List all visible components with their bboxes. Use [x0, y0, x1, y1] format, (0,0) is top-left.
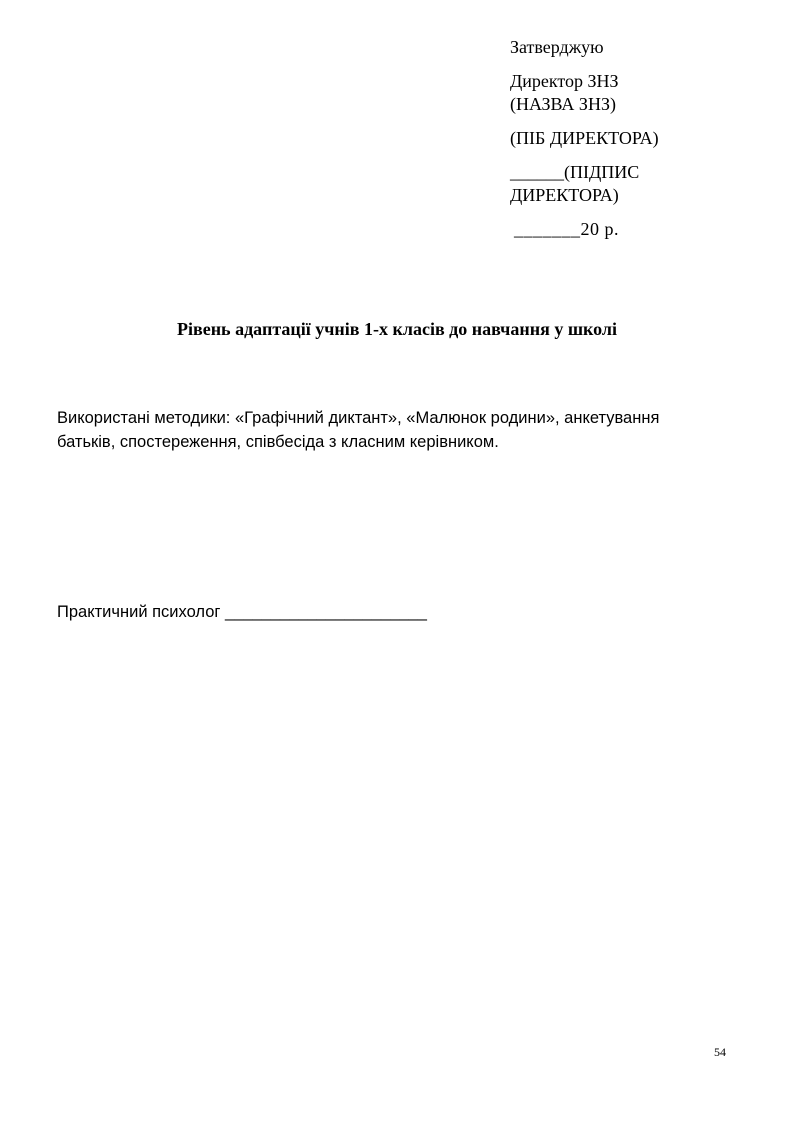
director-name: (ПІБ ДИРЕКТОРА): [510, 128, 659, 148]
approval-date-line: _______20 р.: [514, 219, 619, 239]
methods-paragraph: [57, 406, 757, 454]
approve-label: Затверджую: [510, 37, 604, 57]
director-position: Директор ЗНЗ: [510, 71, 619, 91]
page-number: 54: [714, 1045, 726, 1059]
document-title: Рівень адаптації учнів 1-х класів до навчання у школі: [176, 319, 618, 339]
school-name: (НАЗВА ЗНЗ): [510, 94, 616, 114]
methods-line-1: Використані методики: «Графічний диктант», «Малюнок родини», анкетування: [57, 409, 660, 427]
director-signature-line: ______(ПІДПИС: [510, 162, 640, 182]
approval-block: [510, 36, 760, 241]
methods-line-2: батьків, спостереження, співбесіда з класним керівником.: [57, 433, 499, 451]
director-signature-caption: ДИРЕКТОРА): [510, 185, 619, 205]
psychologist-signature-line: Практичний психолог ______________________: [57, 603, 427, 621]
